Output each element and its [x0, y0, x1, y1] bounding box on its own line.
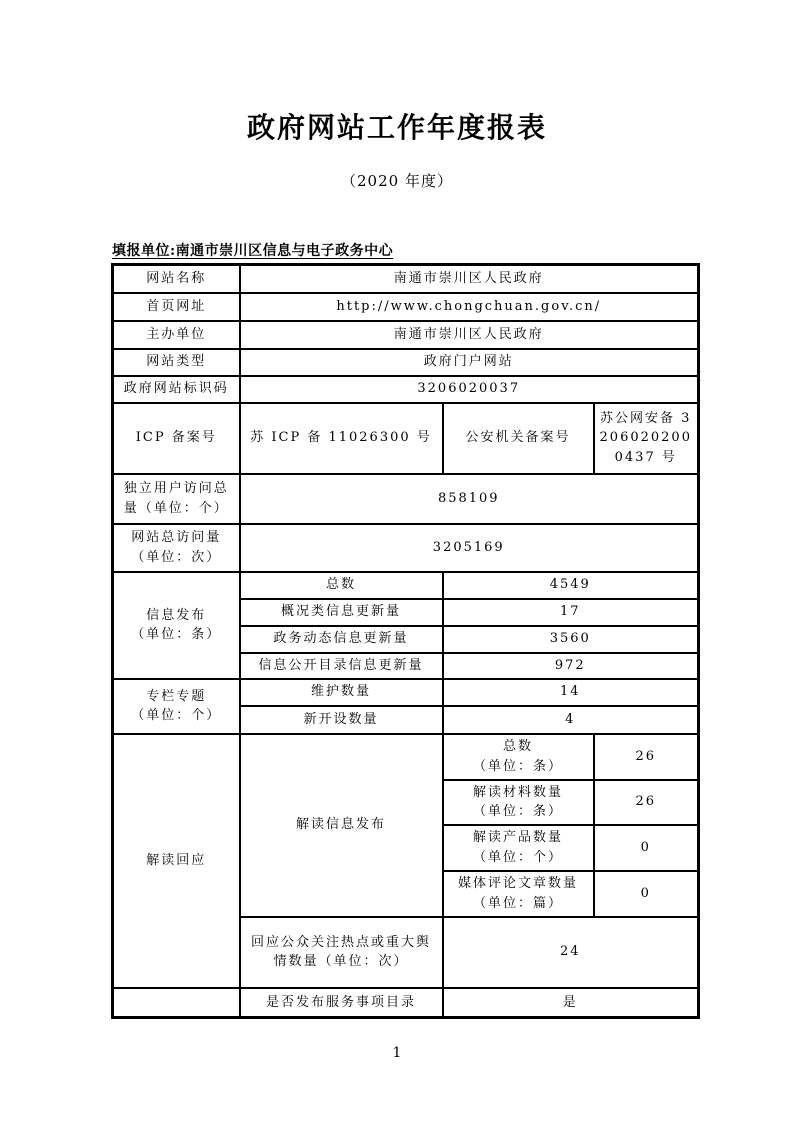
site-type-row	[113, 349, 699, 376]
reporting-unit-value: 南通市崇川区信息与电子政务中心	[175, 243, 394, 259]
interpret-product-label	[443, 825, 594, 871]
topics-maintained-value: 14	[443, 679, 699, 706]
media-comment-unit: （单位：篇）	[472, 895, 563, 911]
info-publish-unit: （单位：条）	[131, 627, 222, 642]
site-name-row	[113, 265, 699, 293]
info-total-value: 4549	[443, 572, 699, 599]
interpret-material-name: 解读材料数量	[472, 784, 563, 800]
icp-row	[113, 403, 699, 474]
page-subtitle: （2020 年度）	[341, 172, 453, 190]
sponsor-unit-row	[113, 321, 699, 349]
sponsor-unit-label: 主办单位	[113, 321, 240, 349]
homepage-url-row	[113, 293, 699, 321]
special-topics-unit: （单位：个）	[131, 708, 222, 723]
total-visits-row	[113, 524, 699, 572]
special-topics-label: 专栏专题	[146, 688, 207, 704]
unique-visitors-label: 独立用户访问总量（单位：个）	[113, 474, 240, 524]
overview-update-label: 概况类信息更新量	[240, 599, 443, 626]
info-publish-total-row	[113, 572, 699, 599]
info-publish-section-label	[113, 572, 240, 679]
site-code-row	[113, 376, 699, 403]
interpretation-section-label: 解读回应	[113, 734, 240, 988]
service-catalog-row	[113, 988, 699, 1018]
site-name-value: 南通市崇川区人民政府	[240, 265, 699, 293]
interpret-total-unit: （单位：条）	[472, 758, 563, 774]
service-catalog-label: 是否发布服务事项目录	[240, 988, 443, 1018]
info-total-label: 总数	[240, 572, 443, 599]
media-comment-label	[443, 871, 594, 917]
interpret-total-row	[113, 734, 699, 780]
public-response-value: 24	[443, 917, 699, 988]
overview-update-value: 17	[443, 599, 699, 626]
interpret-material-label	[443, 780, 594, 825]
site-code-value: 3206020037	[240, 376, 699, 403]
topics-new-label: 新开设数量	[240, 706, 443, 734]
interpret-product-name: 解读产品数量	[472, 830, 563, 845]
reporting-unit-label: 填报单位:	[112, 243, 176, 259]
homepage-url-label: 首页网址	[113, 293, 240, 321]
topics-maintained-label: 维护数量	[240, 679, 443, 706]
annual-report-table	[111, 263, 700, 1019]
reporting-unit	[112, 240, 393, 260]
site-code-label: 政府网站标识码	[113, 376, 240, 403]
next-section-empty-cell	[113, 988, 240, 1018]
open-catalog-update-value: 972	[443, 653, 699, 679]
total-visits-label: 网站总访问量（单位：次）	[113, 524, 240, 572]
interpret-publish-label: 解读信息发布	[240, 734, 443, 917]
interpret-product-unit: （单位：个）	[472, 849, 563, 865]
interpret-material-value: 26	[594, 780, 699, 825]
site-type-label: 网站类型	[113, 349, 240, 376]
unique-visitors-row	[113, 474, 699, 524]
topics-maintained-row	[113, 679, 699, 706]
open-catalog-update-label: 信息公开目录信息更新量	[240, 653, 443, 679]
public-response-label: 回应公众关注热点或重大舆情数量（单位：次）	[240, 917, 443, 988]
interpret-total-name: 总数	[502, 739, 533, 754]
service-catalog-value: 是	[443, 988, 699, 1018]
police-record-label: 公安机关备案号	[443, 403, 594, 474]
topics-new-value: 4	[443, 706, 699, 734]
police-record-value: 苏公网安备 32060202000437 号	[594, 403, 699, 474]
homepage-url-value: http://www.chongchuan.gov.cn/	[240, 293, 699, 321]
media-comment-value: 0	[594, 871, 699, 917]
interpret-material-unit: （单位：条）	[472, 804, 563, 819]
gov-news-update-value: 3560	[443, 626, 699, 653]
info-publish-label: 信息发布	[146, 607, 207, 623]
site-type-value: 政府门户网站	[240, 349, 699, 376]
icp-label: ICP 备案号	[113, 403, 240, 474]
interpret-product-value: 0	[594, 825, 699, 871]
page-number: 1	[392, 1045, 402, 1061]
unique-visitors-value: 858109	[240, 474, 699, 524]
media-comment-name: 媒体评论文章数量	[457, 876, 578, 891]
total-visits-value: 3205169	[240, 524, 699, 572]
sponsor-unit-value: 南通市崇川区人民政府	[240, 321, 699, 349]
interpret-total-label	[443, 734, 594, 780]
site-name-label: 网站名称	[113, 265, 240, 293]
gov-news-update-label: 政务动态信息更新量	[240, 626, 443, 653]
icp-value: 苏 ICP 备 11026300 号	[240, 403, 443, 474]
interpret-total-value: 26	[594, 734, 699, 780]
special-topics-section-label	[113, 679, 240, 734]
page-title: 政府网站工作年度报表	[246, 111, 547, 144]
